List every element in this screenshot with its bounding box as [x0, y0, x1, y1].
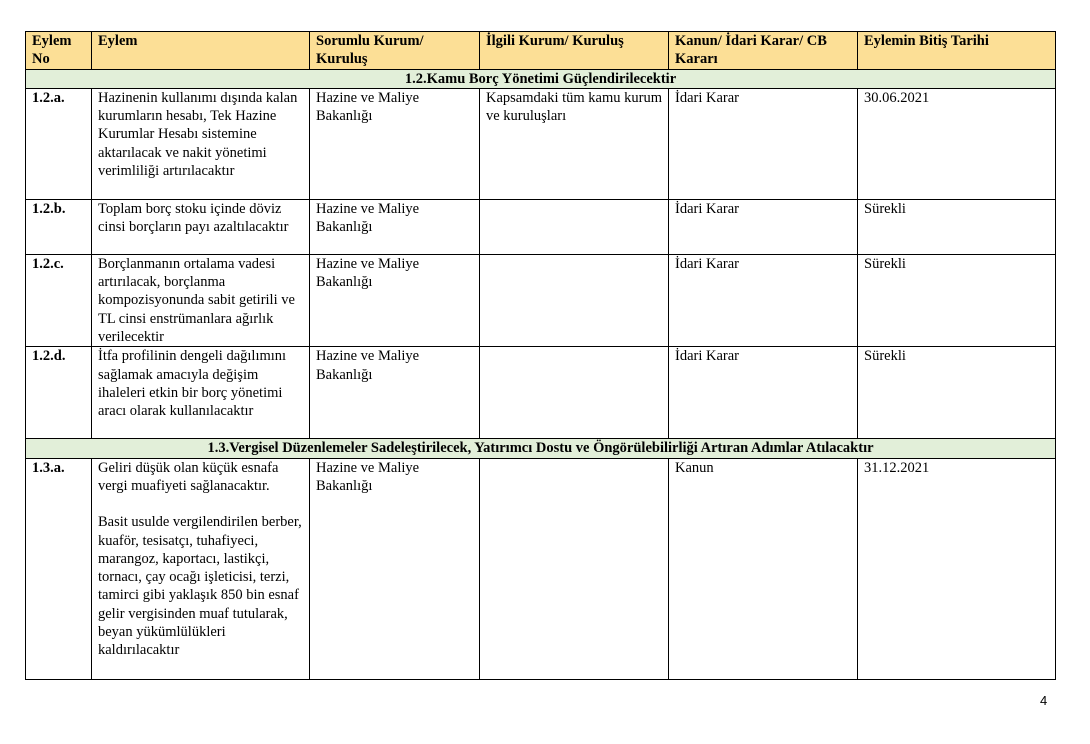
row-action: Borçlanmanın ortalama vadesi artırılacak, borçlanma kompozisyonunda sabit getirili ve TL cinsi enstrümanlara ağırlık verilecektir [92, 254, 310, 346]
row-action-paragraph: Geliri düşük olan küçük esnafa vergi muafiyeti sağlanacaktır. [98, 459, 279, 494]
row-law: İdari Karar [669, 347, 858, 439]
table-row [26, 254, 1056, 346]
row-related [480, 347, 669, 439]
header-action: Eylem [92, 32, 310, 70]
table-row [26, 199, 1056, 254]
row-end-date: 30.06.2021 [858, 88, 1056, 199]
section-title: 1.2.Kamu Borç Yönetimi Güçlendirilecektir [26, 69, 1056, 88]
row-related [480, 458, 669, 679]
row-responsible: Hazine ve Maliye Bakanlığı [310, 199, 480, 254]
row-responsible: Hazine ve Maliye Bakanlığı [310, 458, 480, 679]
section-title: 1.3.Vergisel Düzenlemeler Sadeleştirilecek, Yatırımcı Dostu ve Öngörülebilirliği Artıran Adımlar Atılacaktır [26, 439, 1056, 458]
row-no: 1.2.c. [26, 254, 92, 346]
row-law: İdari Karar [669, 88, 858, 199]
row-no: 1.2.d. [26, 347, 92, 439]
header-row [26, 32, 1056, 70]
section-row [26, 439, 1056, 458]
row-related [480, 199, 669, 254]
row-responsible: Hazine ve Maliye Bakanlığı [310, 347, 480, 439]
section-row [26, 69, 1056, 88]
header-law: Kanun/ İdari Karar/ CB Kararı [669, 32, 858, 70]
row-no: 1.3.a. [26, 458, 92, 679]
row-action: İtfa profilinin dengeli dağılımını sağlamak amacıyla değişim ihaleleri etkin bir borç yönetimi aracı olarak kullanılacaktır [92, 347, 310, 439]
row-action: Hazinenin kullanımı dışında kalan kurumların hesabı, Tek Hazine Kurumlar Hesabı sistemine aktarılacak ve nakit yönetimi verimliliği artırılacaktır [92, 88, 310, 199]
row-action: Toplam borç stoku içinde döviz cinsi borçların payı azaltılacaktır [92, 199, 310, 254]
table-row [26, 347, 1056, 439]
header-end-date: Eylemin Bitiş Tarihi [858, 32, 1056, 70]
row-responsible: Hazine ve Maliye Bakanlığı [310, 254, 480, 346]
header-no: Eylem No [26, 32, 92, 70]
header-related: İlgili Kurum/ Kuruluş [480, 32, 669, 70]
page-number: 4 [1040, 693, 1048, 708]
row-end-date: Sürekli [858, 199, 1056, 254]
table-row [26, 88, 1056, 199]
row-law: İdari Karar [669, 254, 858, 346]
row-end-date: 31.12.2021 [858, 458, 1056, 679]
row-related: Kapsamdaki tüm kamu kurum ve kuruluşları [480, 88, 669, 199]
row-law: Kanun [669, 458, 858, 679]
row-action-paragraph: Basit usulde vergilendirilen berber, kuaför, tesisatçı, tuhafiyeci, marangoz, kaportacı, lastikçi, tornacı, çay ocağı işleticisi, terzi, tamirci gibi yaklaşık 850 bin esnaf gelir vergisinden muaf tutularak, beyan yükümlülükleri kaldırılacaktır [98, 514, 302, 659]
action-plan-table [25, 31, 1056, 680]
row-action [92, 458, 310, 679]
header-responsible: Sorumlu Kurum/ Kuruluş [310, 32, 480, 70]
row-no: 1.2.a. [26, 88, 92, 199]
row-related [480, 254, 669, 346]
row-end-date: Sürekli [858, 254, 1056, 346]
row-law: İdari Karar [669, 199, 858, 254]
row-responsible: Hazine ve Maliye Bakanlığı [310, 88, 480, 199]
row-end-date: Sürekli [858, 347, 1056, 439]
table-row [26, 458, 1056, 679]
row-no: 1.2.b. [26, 199, 92, 254]
